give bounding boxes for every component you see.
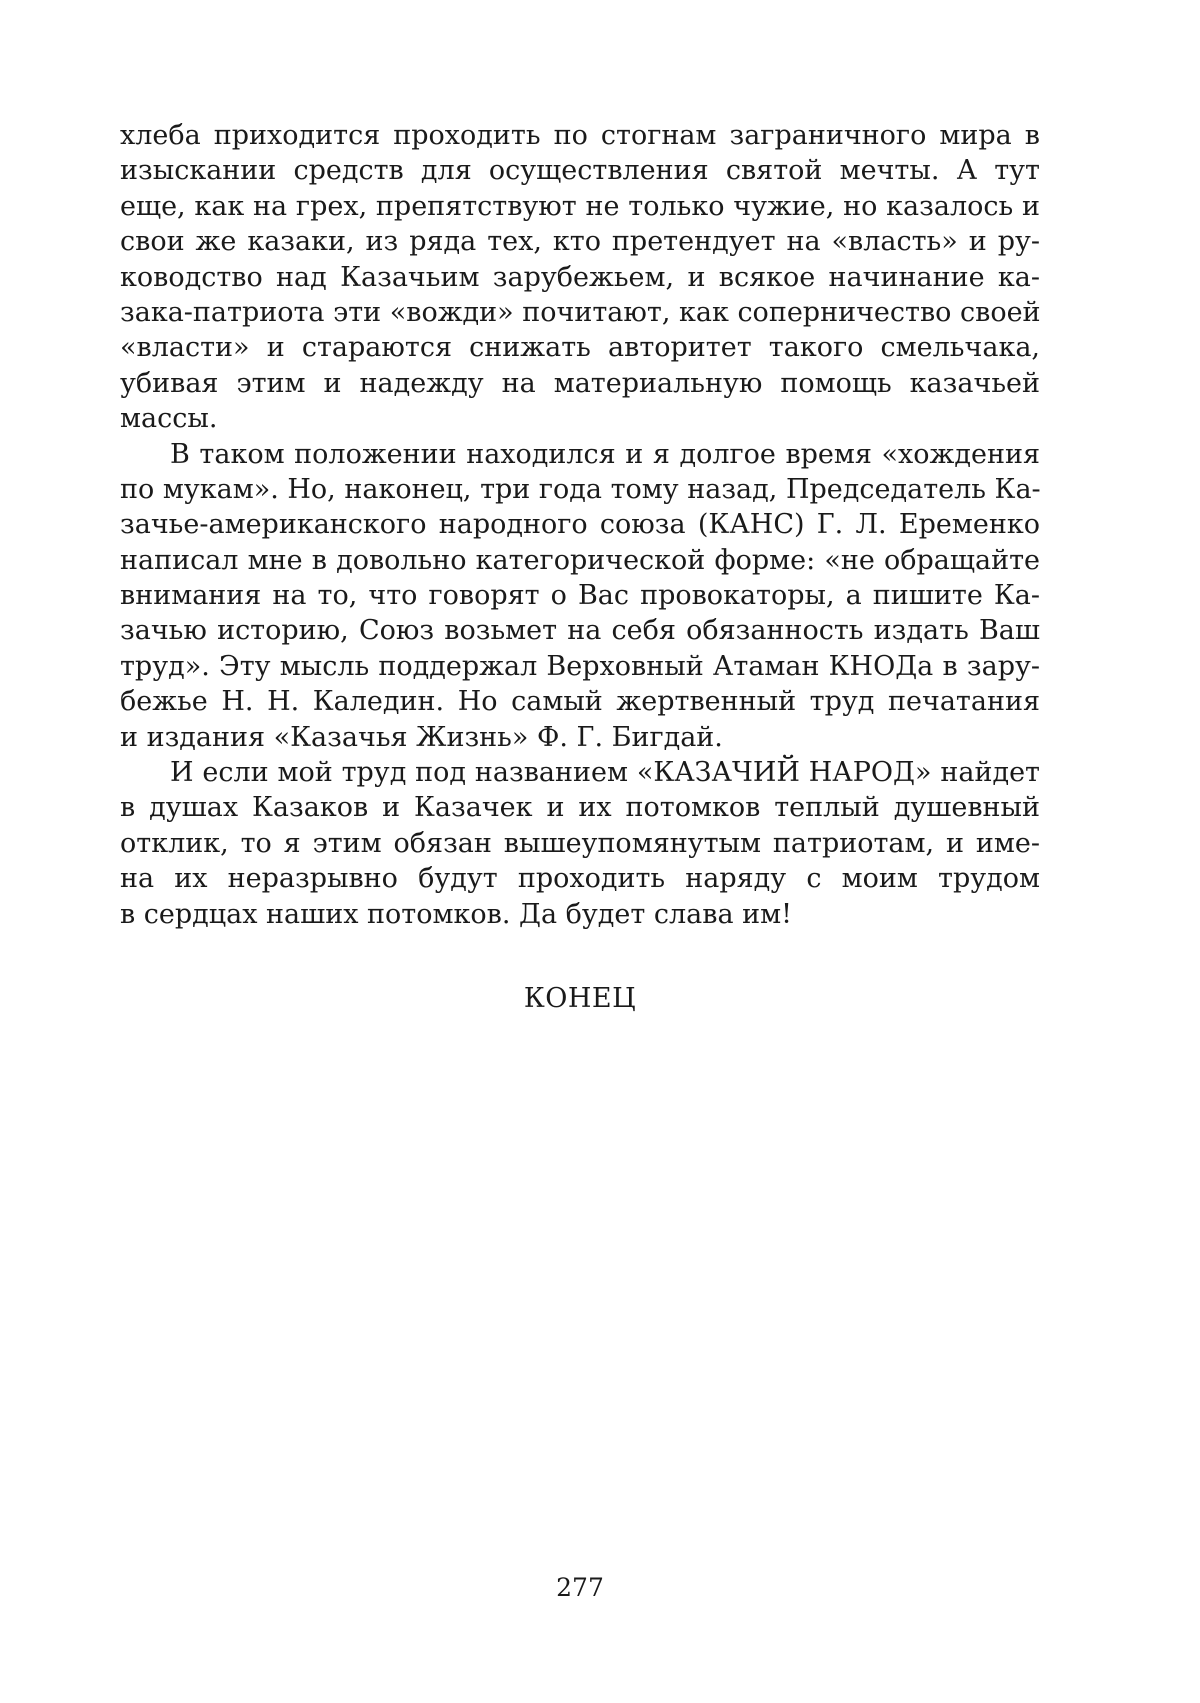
text-line: массы. [120, 401, 1040, 436]
text-line: изыскании средств для осуществления святой мечты. А тут [120, 153, 1040, 188]
text-line: внимания на то, что говорят о Вас провокаторы, а пишите Ка- [120, 578, 1040, 613]
ending-heading: КОНЕЦ [0, 983, 1160, 1014]
text-line: И если мой труд под названием «КАЗАЧИЙ НАРОД» найдет [120, 755, 1040, 790]
text-line: В таком положении находился и я долгое время «хождения [120, 437, 1040, 472]
text-line: еще, как на грех, препятствуют не только чужие, но казалось и [120, 189, 1040, 224]
text-line: в сердцах наших потомков. Да будет слава им! [120, 897, 1040, 932]
text-line: хлеба приходится проходить по стогнам заграничного мира в [120, 118, 1040, 153]
text-line: бежье Н. Н. Каледин. Но самый жертвенный труд печатания [120, 684, 1040, 719]
text-line: убивая этим и надежду на материальную помощь казачьей [120, 366, 1040, 401]
text-line: зачье-американского народного союза (КАНС) Г. Л. Еременко [120, 507, 1040, 542]
text-line: свои же казаки, из ряда тех, кто претендует на «власть» и ру- [120, 224, 1040, 259]
text-line: написал мне в довольно категорической форме: «не обращайте [120, 543, 1040, 578]
text-line: на их неразрывно будут проходить наряду с моим трудом [120, 861, 1040, 896]
text-line: труд». Эту мысль поддержал Верховный Атаман КНОДа в зару- [120, 649, 1040, 684]
text-line: по мукам». Но, наконец, три года тому назад, Председатель Ка- [120, 472, 1040, 507]
book-page [0, 0, 1200, 1703]
text-line: отклик, то я этим обязан вышеупомянутым патриотам, и име- [120, 826, 1040, 861]
page-number: 277 [0, 1573, 1160, 1602]
text-line: и издания «Казачья Жизнь» Ф. Г. Бигдай. [120, 720, 1040, 755]
text-line: ководство над Казачьим зарубежьем, и всякое начинание ка- [120, 260, 1040, 295]
text-line: зачью историю, Союз возьмет на себя обязанность издать Ваш [120, 613, 1040, 648]
text-line: зака-патриота эти «вожди» почитают, как соперничество своей [120, 295, 1040, 330]
body-text [120, 118, 1040, 932]
text-line: «власти» и стараются снижать авторитет такого смельчака, [120, 330, 1040, 365]
text-line: в душах Казаков и Казачек и их потомков теплый душевный [120, 790, 1040, 825]
